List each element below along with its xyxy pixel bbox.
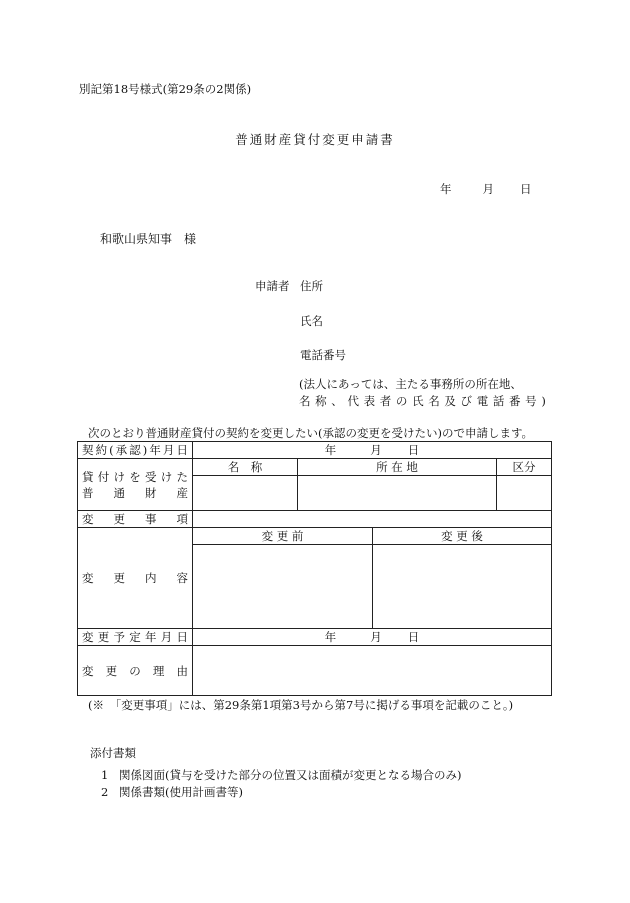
change-item-cell[interactable] [193, 511, 552, 528]
applicant-phone-label: 電話番号 [300, 348, 346, 362]
document-title: 普通財産貸付変更申請書 [235, 132, 395, 147]
date-month: 月 [482, 182, 494, 196]
scheduled-date-year: 年 [324, 630, 337, 644]
contract-date-value[interactable] [193, 442, 552, 459]
addressee: 和歌山県知事 様 [100, 232, 197, 246]
contract-date-year: 年 [324, 443, 337, 457]
property-name-cell[interactable] [193, 476, 298, 511]
application-table [77, 441, 552, 696]
applicant-name-label: 氏名 [300, 314, 323, 328]
change-item-label: 変更事項 [78, 511, 193, 528]
attachment-text: 関係書類(使用計画書等) [119, 785, 243, 799]
property-header-row [78, 459, 552, 476]
before-change-cell[interactable] [193, 545, 373, 629]
column-name-header: 名 称 [193, 459, 298, 476]
property-label-line-1: 貸付けを受けた [82, 469, 188, 484]
contract-date-day: 日 [407, 443, 420, 457]
form-number-label: 別記第18号様式(第29条の2関係) [79, 82, 252, 96]
column-category-header: 区分 [497, 459, 552, 476]
change-item-row [78, 511, 552, 528]
scheduled-date-label: 変更予定年月日 [78, 629, 193, 646]
property-category-cell[interactable] [497, 476, 552, 511]
property-label-line-2: 普通財産 [82, 485, 188, 500]
corporation-note-line-2: 名 称 、 代 表 者 の 氏 名 及 び 電 話 番 号 ) [299, 394, 547, 408]
after-change-cell[interactable] [373, 545, 552, 629]
attachment-item [101, 767, 461, 783]
submission-date [440, 181, 532, 197]
intro-statement: 次のとおり普通財産貸付の契約を変更したい(承認の変更を受けたい)ので申請します。 [88, 426, 534, 440]
attachment-number: 1 [101, 768, 109, 782]
change-content-header-row [78, 528, 552, 545]
applicant-label: 申請者 [255, 279, 290, 293]
date-day: 日 [520, 182, 532, 196]
reason-row [78, 646, 552, 696]
reason-cell[interactable] [193, 646, 552, 696]
before-change-header: 変 更 前 [193, 528, 373, 545]
attachments-title: 添付書類 [90, 746, 136, 760]
contract-date-row [78, 442, 552, 459]
scheduled-date-day: 日 [407, 630, 420, 644]
attachment-item [101, 784, 243, 800]
contract-date-month: 月 [370, 443, 382, 457]
scheduled-date-month: 月 [370, 630, 382, 644]
after-change-header: 変 更 後 [373, 528, 552, 545]
attachment-text: 関係図面(貸与を受けた部分の位置又は面積が変更となる場合のみ) [119, 768, 462, 782]
property-label [78, 459, 193, 511]
change-item-note: (※ 「変更事項」には、第29条第1項第3号から第7号に掲げる事項を記載のこと。) [88, 698, 514, 712]
attachment-number: 2 [101, 785, 109, 799]
scheduled-date-value[interactable] [193, 629, 552, 646]
change-content-label: 変更内容 [78, 528, 193, 629]
scheduled-date-row [78, 629, 552, 646]
column-location-header: 所 在 地 [298, 459, 497, 476]
corporation-note-line-1: (法人にあっては、主たる事務所の所在地、 [299, 377, 522, 391]
property-location-cell[interactable] [298, 476, 497, 511]
corporation-note [299, 376, 546, 410]
applicant-address-label: 住所 [300, 279, 323, 293]
date-year: 年 [440, 182, 452, 196]
reason-label: 変更の理由 [78, 646, 193, 696]
contract-date-label: 契約(承認)年月日 [78, 442, 193, 459]
